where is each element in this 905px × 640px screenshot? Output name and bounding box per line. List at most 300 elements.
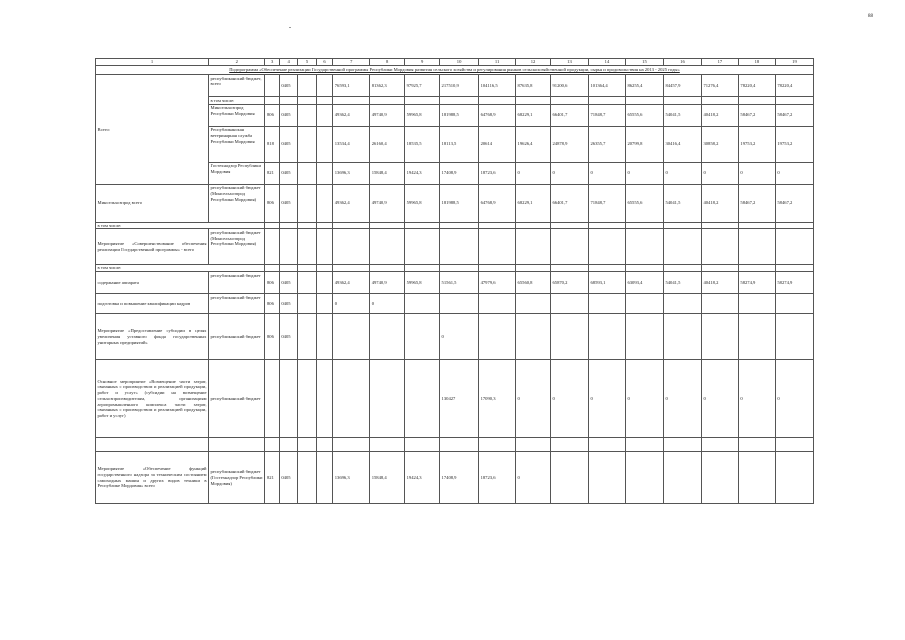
rz-cell: 0405 (279, 184, 297, 222)
vr-cell (316, 294, 332, 314)
table-row (96, 265, 814, 272)
value-cell: 91200,6 (550, 75, 588, 97)
rz-cell: 0405 (279, 452, 297, 504)
value-cell: 17408,9 (440, 452, 479, 504)
empty-cell (298, 229, 316, 265)
source-cell: республиканский бюджет (Минсельхозпрод Республики Мордовия) (208, 229, 264, 265)
rz-cell: 0405 (279, 294, 297, 314)
grbs-cell: 806 (265, 294, 279, 314)
empty-cell (405, 97, 440, 105)
column-number: 13 (550, 59, 588, 66)
value-cell (550, 294, 588, 314)
value-cell: 54041,5 (663, 184, 701, 222)
value-cell (370, 314, 405, 360)
value-cell: 64768,9 (479, 184, 516, 222)
empty-cell (405, 438, 440, 452)
empty-cell (405, 265, 440, 272)
page-number: 88 (868, 14, 873, 19)
cs-cell (298, 294, 316, 314)
cs-cell (298, 272, 316, 294)
empty-cell (701, 229, 738, 265)
value-cell: 86255,4 (625, 75, 663, 97)
value-cell: 40418,2 (701, 104, 738, 126)
empty-cell (663, 97, 701, 105)
empty-cell (298, 438, 316, 452)
value-cell: 63093,4 (625, 272, 663, 294)
sub-caption: в том числе: (96, 265, 265, 272)
value-cell: 13534,4 (333, 126, 370, 162)
empty-cell (625, 97, 663, 105)
grbs-cell (265, 360, 279, 438)
empty-cell (405, 229, 440, 265)
empty-cell (550, 222, 588, 229)
cs-cell (298, 104, 316, 126)
value-cell: 0 (701, 162, 738, 184)
value-cell: 0 (663, 360, 701, 438)
value-cell: 13696,3 (333, 162, 370, 184)
value-cell: 97925,7 (405, 75, 440, 97)
empty-cell (550, 229, 588, 265)
sub-caption: в том числе: (208, 97, 264, 105)
value-cell: 0 (588, 162, 625, 184)
row-label: Мероприятие «Совершенствование обеспечения реализации Государственной программы» - всего (96, 229, 209, 265)
row-label: Мероприятие «Обеспечение функций государственного надзора за техническим состоянием самоходных машин и других видов техники в Республике Мордовия» всего (96, 452, 209, 504)
rz-cell: 0405 (279, 75, 297, 97)
value-cell: 19626,4 (516, 126, 551, 162)
value-cell: 66401,7 (550, 184, 588, 222)
value-cell (405, 294, 440, 314)
value-cell (775, 452, 813, 504)
value-cell: 20614 (479, 126, 516, 162)
value-cell: 0 (663, 162, 701, 184)
empty-cell (279, 97, 297, 105)
empty-cell (370, 438, 405, 452)
value-cell: 49362,4 (333, 272, 370, 294)
grbs-cell: 806 (265, 314, 279, 360)
empty-cell (738, 222, 775, 229)
rz-cell: 0405 (279, 272, 297, 294)
table-row (96, 184, 814, 222)
value-cell: 18113,5 (440, 126, 479, 162)
vr-cell (316, 360, 332, 438)
value-cell (738, 314, 775, 360)
value-cell (370, 360, 405, 438)
grbs-cell: 821 (265, 452, 279, 504)
grbs-cell: 806 (265, 184, 279, 222)
column-number: 14 (588, 59, 625, 66)
empty-cell (316, 229, 332, 265)
empty-cell (370, 97, 405, 105)
value-cell (701, 452, 738, 504)
empty-cell (279, 229, 297, 265)
grbs-cell: 818 (265, 126, 279, 162)
cs-cell (298, 126, 316, 162)
value-cell: 0 (775, 162, 813, 184)
empty-cell (701, 222, 738, 229)
value-cell: 104116,5 (479, 75, 516, 97)
empty-cell (333, 229, 370, 265)
value-cell (701, 314, 738, 360)
value-cell: 59965,8 (405, 272, 440, 294)
empty-cell (663, 222, 701, 229)
empty-cell (279, 222, 297, 229)
source-cell: Гостехнадзор Республики Мордовия (208, 162, 264, 184)
value-cell (625, 452, 663, 504)
table-row (96, 314, 814, 360)
value-cell: 49362,4 (333, 104, 370, 126)
rz-cell (279, 360, 297, 438)
value-cell: 71848,7 (588, 104, 625, 126)
rz-cell: 0405 (279, 314, 297, 360)
value-cell: 181988,5 (440, 104, 479, 126)
value-cell: 26355,7 (588, 126, 625, 162)
value-cell: 58274,9 (738, 272, 775, 294)
value-cell: 81362,3 (370, 75, 405, 97)
value-cell: 26160,4 (370, 126, 405, 162)
rz-cell: 0405 (279, 126, 297, 162)
column-number: 8 (370, 59, 405, 66)
value-cell: 101364,4 (588, 75, 625, 97)
table-row (96, 272, 814, 294)
value-cell: 0 (516, 452, 551, 504)
value-cell: 19424,3 (405, 162, 440, 184)
empty-cell (663, 438, 701, 452)
value-cell (663, 314, 701, 360)
value-cell: 71276,4 (701, 75, 738, 97)
empty-cell (479, 97, 516, 105)
empty-cell (333, 438, 370, 452)
empty-cell (775, 229, 813, 265)
value-cell: 78220,4 (775, 75, 813, 97)
vr-cell (316, 184, 332, 222)
empty-cell (775, 97, 813, 105)
value-cell: 68593,1 (588, 272, 625, 294)
value-cell (775, 294, 813, 314)
table-row (96, 75, 814, 97)
empty-cell (279, 438, 297, 452)
budget-table (95, 58, 814, 504)
value-cell: 40418,2 (701, 272, 738, 294)
value-cell (440, 294, 479, 314)
empty-cell (516, 222, 551, 229)
value-cell (516, 294, 551, 314)
source-cell: республиканский бюджет (208, 272, 264, 294)
row-label-total: Всего: (96, 75, 209, 185)
column-number: 12 (516, 59, 551, 66)
cs-cell (298, 360, 316, 438)
column-number: 17 (701, 59, 738, 66)
column-number: 10 (440, 59, 479, 66)
empty-cell (625, 265, 663, 272)
cs-cell (298, 75, 316, 97)
value-cell: 58274,9 (775, 272, 813, 294)
source-cell: республиканский бюджет (Гостехнадзор Республики Мордовия) (208, 452, 264, 504)
empty-cell (775, 265, 813, 272)
row-label: содержание аппарата (96, 272, 209, 294)
empty-cell (479, 229, 516, 265)
empty-cell (405, 222, 440, 229)
empty-cell (208, 438, 264, 452)
value-cell: 30416,4 (663, 126, 701, 162)
value-cell: 17408,9 (440, 162, 479, 184)
value-cell: 0 (516, 360, 551, 438)
value-cell (588, 314, 625, 360)
value-cell (479, 294, 516, 314)
empty-cell (316, 265, 332, 272)
value-cell (479, 314, 516, 360)
cs-cell (298, 314, 316, 360)
column-number: 2 (208, 59, 264, 66)
value-cell: 65870,2 (550, 272, 588, 294)
value-cell: 0 (550, 162, 588, 184)
empty-cell (96, 438, 209, 452)
empty-cell (588, 438, 625, 452)
value-cell: 59965,8 (405, 184, 440, 222)
source-cell: республиканский бюджет (Минсельхозпрод Республики Мордовия) (208, 184, 264, 222)
value-cell (333, 314, 370, 360)
value-cell: 51561,5 (440, 272, 479, 294)
value-cell: 0 (370, 294, 405, 314)
value-cell: 24878,9 (550, 126, 588, 162)
value-cell (738, 452, 775, 504)
table-row (96, 229, 814, 265)
vr-cell (316, 126, 332, 162)
value-cell (550, 314, 588, 360)
row-label: Минсельхозпрод всего (96, 184, 209, 222)
value-cell (738, 294, 775, 314)
vr-cell (316, 314, 332, 360)
source-cell: республиканский бюджет (208, 314, 264, 360)
value-cell: 18723,6 (479, 452, 516, 504)
value-cell: 49362,4 (333, 184, 370, 222)
empty-cell (663, 265, 701, 272)
value-cell: 17090,3 (479, 360, 516, 438)
value-cell (775, 314, 813, 360)
column-number: 16 (663, 59, 701, 66)
empty-cell (316, 97, 332, 105)
empty-cell (738, 265, 775, 272)
value-cell: 65560,8 (516, 272, 551, 294)
value-cell: 71848,7 (588, 184, 625, 222)
value-cell: 0 (701, 360, 738, 438)
column-number: 18 (738, 59, 775, 66)
value-cell: 15848,4 (370, 162, 405, 184)
value-cell: 58467,2 (775, 184, 813, 222)
value-cell: 84457,9 (663, 75, 701, 97)
empty-cell (550, 97, 588, 105)
empty-cell (625, 229, 663, 265)
empty-cell (333, 265, 370, 272)
empty-cell (738, 438, 775, 452)
value-cell: 0 (516, 162, 551, 184)
value-cell: 0 (333, 294, 370, 314)
value-cell: 0 (625, 360, 663, 438)
empty-cell (298, 265, 316, 272)
value-cell: 87635,8 (516, 75, 551, 97)
empty-cell (516, 438, 551, 452)
value-cell: 19424,3 (405, 452, 440, 504)
empty-cell (550, 265, 588, 272)
sub-caption: в том числе: (96, 222, 265, 229)
value-cell: 19753,2 (738, 126, 775, 162)
value-cell (405, 360, 440, 438)
rz-cell: 0405 (279, 162, 297, 184)
value-cell: 78220,4 (738, 75, 775, 97)
source-cell: Республиканская ветеринарная служба Республики Мордовия (208, 126, 264, 162)
value-cell (333, 360, 370, 438)
empty-cell (265, 222, 279, 229)
source-cell: Минсельхозпрод Республики Мордовия (208, 104, 264, 126)
value-cell: 76593,1 (333, 75, 370, 97)
empty-cell (265, 265, 279, 272)
row-label: Мероприятие «Предоставление субсидии в целях увеличения уставного фонда государственных унитарных предприятий» (96, 314, 209, 360)
vr-cell (316, 272, 332, 294)
empty-cell (663, 229, 701, 265)
empty-cell (333, 222, 370, 229)
value-cell (701, 294, 738, 314)
empty-cell (440, 229, 479, 265)
empty-cell (316, 438, 332, 452)
value-cell: 19753,2 (775, 126, 813, 162)
row-label: подготовка и повышение квалификации кадров (96, 294, 209, 314)
table-row (96, 360, 814, 438)
value-cell (588, 452, 625, 504)
empty-cell (298, 222, 316, 229)
value-cell: 49740,9 (370, 272, 405, 294)
value-cell: 58467,2 (775, 104, 813, 126)
empty-cell (479, 438, 516, 452)
value-cell (625, 314, 663, 360)
empty-cell (440, 265, 479, 272)
empty-cell (625, 438, 663, 452)
value-cell (405, 314, 440, 360)
value-cell: 0 (738, 162, 775, 184)
value-cell: 65555,6 (625, 184, 663, 222)
empty-cell (588, 97, 625, 105)
grbs-cell: 806 (265, 272, 279, 294)
value-cell: 64768,9 (479, 104, 516, 126)
empty-cell (516, 97, 551, 105)
empty-cell (370, 229, 405, 265)
cs-cell (298, 452, 316, 504)
column-number: 19 (775, 59, 813, 66)
value-cell: 58467,2 (738, 184, 775, 222)
cs-cell (298, 162, 316, 184)
value-cell (516, 314, 551, 360)
value-cell: 0 (625, 162, 663, 184)
empty-cell (550, 438, 588, 452)
table-row (96, 222, 814, 229)
column-number: 11 (479, 59, 516, 66)
empty-cell (479, 222, 516, 229)
column-number: 1 (96, 59, 209, 66)
empty-cell (440, 438, 479, 452)
value-cell: 0 (588, 360, 625, 438)
value-cell: 68229,1 (516, 104, 551, 126)
cs-cell (298, 184, 316, 222)
empty-cell (588, 265, 625, 272)
empty-cell (588, 222, 625, 229)
value-cell: 65555,6 (625, 104, 663, 126)
column-number: 15 (625, 59, 663, 66)
value-cell: 66401,7 (550, 104, 588, 126)
value-cell: 68229,1 (516, 184, 551, 222)
value-cell: 54041,5 (663, 104, 701, 126)
column-number: 4 (279, 59, 297, 66)
table-row (96, 452, 814, 504)
empty-cell (440, 97, 479, 105)
value-cell: 0 (775, 360, 813, 438)
source-cell: республиканский бюджет, всего (208, 75, 264, 97)
empty-cell (265, 438, 279, 452)
empty-cell (775, 438, 813, 452)
empty-cell (370, 265, 405, 272)
empty-cell (265, 97, 279, 105)
empty-cell (701, 265, 738, 272)
empty-cell (738, 229, 775, 265)
vr-cell (316, 104, 332, 126)
value-cell: 181988,5 (440, 184, 479, 222)
source-cell: республиканский бюджет (208, 360, 264, 438)
value-cell (588, 294, 625, 314)
value-cell: 49740,9 (370, 184, 405, 222)
rz-cell: 0405 (279, 104, 297, 126)
vr-cell (316, 452, 332, 504)
grbs-cell (265, 75, 279, 97)
value-cell (663, 294, 701, 314)
empty-cell (279, 265, 297, 272)
empty-cell (370, 222, 405, 229)
empty-cell (333, 97, 370, 105)
empty-cell (440, 222, 479, 229)
value-cell: 0 (440, 314, 479, 360)
column-number: 3 (265, 59, 279, 66)
value-cell: 0 (738, 360, 775, 438)
source-cell: республиканский бюджет (208, 294, 264, 314)
value-cell (550, 452, 588, 504)
value-cell: 18723,6 (479, 162, 516, 184)
table-row (96, 294, 814, 314)
column-number: 7 (333, 59, 370, 66)
scan-mark (289, 27, 291, 28)
empty-cell (701, 97, 738, 105)
empty-cell (479, 265, 516, 272)
value-cell: 49740,9 (370, 104, 405, 126)
value-cell: 0 (550, 360, 588, 438)
column-number: 6 (316, 59, 332, 66)
column-number: 9 (405, 59, 440, 66)
value-cell: 13696,3 (333, 452, 370, 504)
value-cell: 58467,2 (738, 104, 775, 126)
value-cell: 54041,5 (663, 272, 701, 294)
value-cell: 40418,2 (701, 184, 738, 222)
value-cell: 130427 (440, 360, 479, 438)
grbs-cell: 806 (265, 104, 279, 126)
table-row (96, 66, 814, 75)
empty-cell (298, 97, 316, 105)
empty-cell (316, 222, 332, 229)
value-cell (663, 452, 701, 504)
empty-cell (265, 229, 279, 265)
empty-cell (701, 438, 738, 452)
vr-cell (316, 75, 332, 97)
value-cell: 59965,8 (405, 104, 440, 126)
value-cell (625, 294, 663, 314)
table-row (96, 59, 814, 66)
value-cell: 15848,4 (370, 452, 405, 504)
column-number: 5 (298, 59, 316, 66)
empty-cell (625, 222, 663, 229)
